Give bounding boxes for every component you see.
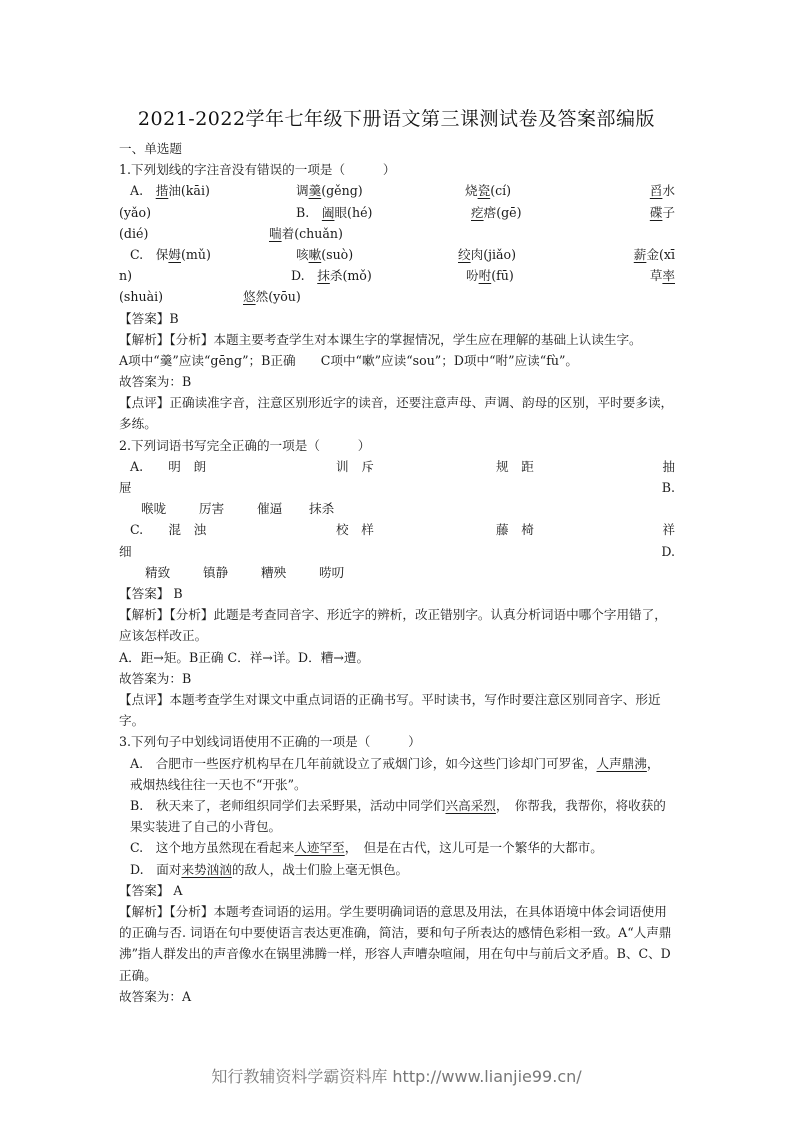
question-1-options-row: [119, 202, 675, 223]
option-text: C. 混 浊: [130, 522, 207, 538]
option-text: 薪金(xī: [633, 246, 675, 262]
question-2-options-row: [119, 498, 675, 519]
option-text: (yǎo): [119, 204, 152, 220]
option-text: B.: [661, 480, 675, 496]
option-text: n): [119, 268, 133, 284]
question-2-options-row: [119, 477, 675, 498]
option-text: 糟殃: [261, 564, 287, 580]
option-text: D. 抹杀(mǒ): [291, 268, 372, 284]
answer-label: 【答案】 B: [119, 585, 183, 601]
option-text: 唠叨: [319, 564, 345, 580]
option-text: D.: [661, 543, 675, 559]
option-text: 绞肉(jiǎo): [458, 246, 517, 262]
option-b: B. 秋天来了，老师组织同学们去采野果，活动中同学们兴高采烈， 你帮我，我帮你，将收获的果实装进了自己的小背包。: [130, 797, 666, 835]
answer-label: 【答案】B: [119, 310, 179, 326]
answer-conclusion: 故答案为：A: [119, 988, 192, 1004]
analysis-text: A项中“羹”应读“gēng”；B正确 C项中“嗽”应读“sou”；D项中“咐”应读“fù”。: [119, 352, 579, 368]
option-text: 疙瘩(gē): [471, 204, 522, 220]
analysis-text: A．距→矩。B正确 C．祥→详。D．糟→遭。: [119, 649, 370, 665]
answer-label: 【答案】 A: [119, 882, 183, 898]
question-2-options-row: [119, 562, 675, 583]
option-text: 精致: [145, 564, 171, 580]
option-text: 屉: [119, 480, 132, 496]
analysis-text: 【解析】【分析】此题是考查同音字、形近字的辨析，改正错别字。认真分析词语中哪个字用错了，应该怎样改正。: [119, 607, 667, 644]
option-text: (shuài): [119, 289, 164, 305]
option-text: 喘着(chuǎn): [269, 225, 343, 241]
option-text: A. 揩油(kāi): [130, 183, 210, 199]
option-text: 舀水: [649, 183, 675, 199]
option-text: 镇静: [203, 564, 229, 580]
question-2-options-row: [119, 519, 675, 540]
option-text: 抽: [662, 458, 675, 474]
answer-conclusion: 故答案为：B: [119, 670, 192, 686]
option-c: C. 这个地方虽然现在看起来人迹罕至， 但是在古代，这儿可是一个繁华的大都市。: [130, 840, 603, 856]
option-text: 细: [119, 543, 132, 559]
document-body: [119, 138, 675, 1007]
footer-watermark: 知行教辅资料学霸资料库 http://www.lianjie99.cn/: [211, 1067, 582, 1086]
option-text: A. 明 朗: [130, 458, 207, 474]
option-text: 碟子: [649, 204, 675, 220]
analysis-text: 【解析】【分析】本题考查词语的运用。学生要明确词语的意思及用法，在具体语境中体会词语使用的正确与否. 词语在句中要使语言表达更准确，简洁，要和句子所表达的感情色彩相一致。A“人声鼎沸”指人群发出的声音像水在锅里沸腾一样，形容人声嘈杂喧闹，用在句中与前后文矛盾。B、C、D正确。: [119, 903, 672, 983]
option-text: C. 保姆(mǔ): [130, 246, 211, 262]
option-text: (dié): [119, 225, 149, 241]
option-text: 藤 椅: [496, 522, 534, 538]
option-text: 催逼: [257, 501, 283, 517]
option-text: 喉咙: [141, 501, 167, 517]
option-a: A. 合肥市一些医疗机构早在几年前就设立了戒烟门诊，如今这些门诊却门可罗雀，人声鼎沸， 戒烟热线往往一天也不“开张”。: [130, 755, 666, 792]
option-text: 咳嗽(suò): [296, 246, 354, 262]
question-1-options-row: [119, 180, 675, 201]
option-text: 草率: [649, 268, 675, 284]
option-text: 吩咐(fū): [466, 268, 514, 284]
option-text: 悠然(yōu): [243, 289, 301, 305]
underlined-phrase: 人迹罕至: [294, 840, 345, 856]
underlined-phrase: 兴高采烈: [445, 797, 496, 813]
option-text: 烧瓷(cí): [465, 183, 512, 199]
question-1-options-row: [119, 286, 675, 307]
underlined-phrase: 来势汹汹: [181, 861, 232, 877]
option-text: 调羹(gěng): [296, 183, 363, 199]
question-1-options-row: [119, 223, 675, 244]
comment-text: 【点评】本题考查学生对课文中重点词语的正确书写。平时读书，写作时要注意区别同音字、形近字。: [119, 691, 661, 729]
question-1-options-row: [119, 265, 675, 286]
option-text: 规 距: [496, 458, 534, 474]
question-1-options-row: [119, 244, 675, 265]
section-heading: 一、单选题: [119, 141, 182, 156]
question-3-stem: 3.下列句子中划线词语使用不正确的一项是（ ）: [119, 734, 421, 750]
option-text: 校 样: [336, 522, 374, 538]
option-d: D. 面对来势汹汹的敌人，战士们脸上毫无惧色。: [130, 861, 409, 877]
answer-conclusion: 故答案为：B: [119, 374, 192, 390]
option-text: 抹杀: [309, 501, 335, 517]
option-text: 厉害: [199, 501, 225, 517]
analysis-text: 【解析】【分析】本题主要考查学生对本课生字的掌握情况，学生应在理解的基础上认读生字。: [119, 331, 642, 347]
page-title: 2021-2022学年七年级下册语文第三课测试卷及答案部编版: [137, 108, 656, 130]
underlined-phrase: 人声鼎沸: [596, 755, 647, 771]
question-2-options-row: [119, 541, 675, 562]
question-1-stem: 1.下列划线的字注音没有错误的一项是（ ）: [119, 162, 396, 178]
question-2-stem: 2.下列词语书写完全正确的一项是（ ）: [119, 437, 371, 453]
option-text: B. 阖眼(hé): [296, 204, 373, 220]
question-2-options-row: [119, 456, 675, 477]
comment-text: 【点评】正确读准字音，注意区别形近字的读音，还要注意声母、声调、韵母的区别，平时要多读，多练。: [119, 395, 674, 432]
option-text: 训 斥: [336, 458, 374, 474]
option-text: 祥: [662, 522, 675, 538]
